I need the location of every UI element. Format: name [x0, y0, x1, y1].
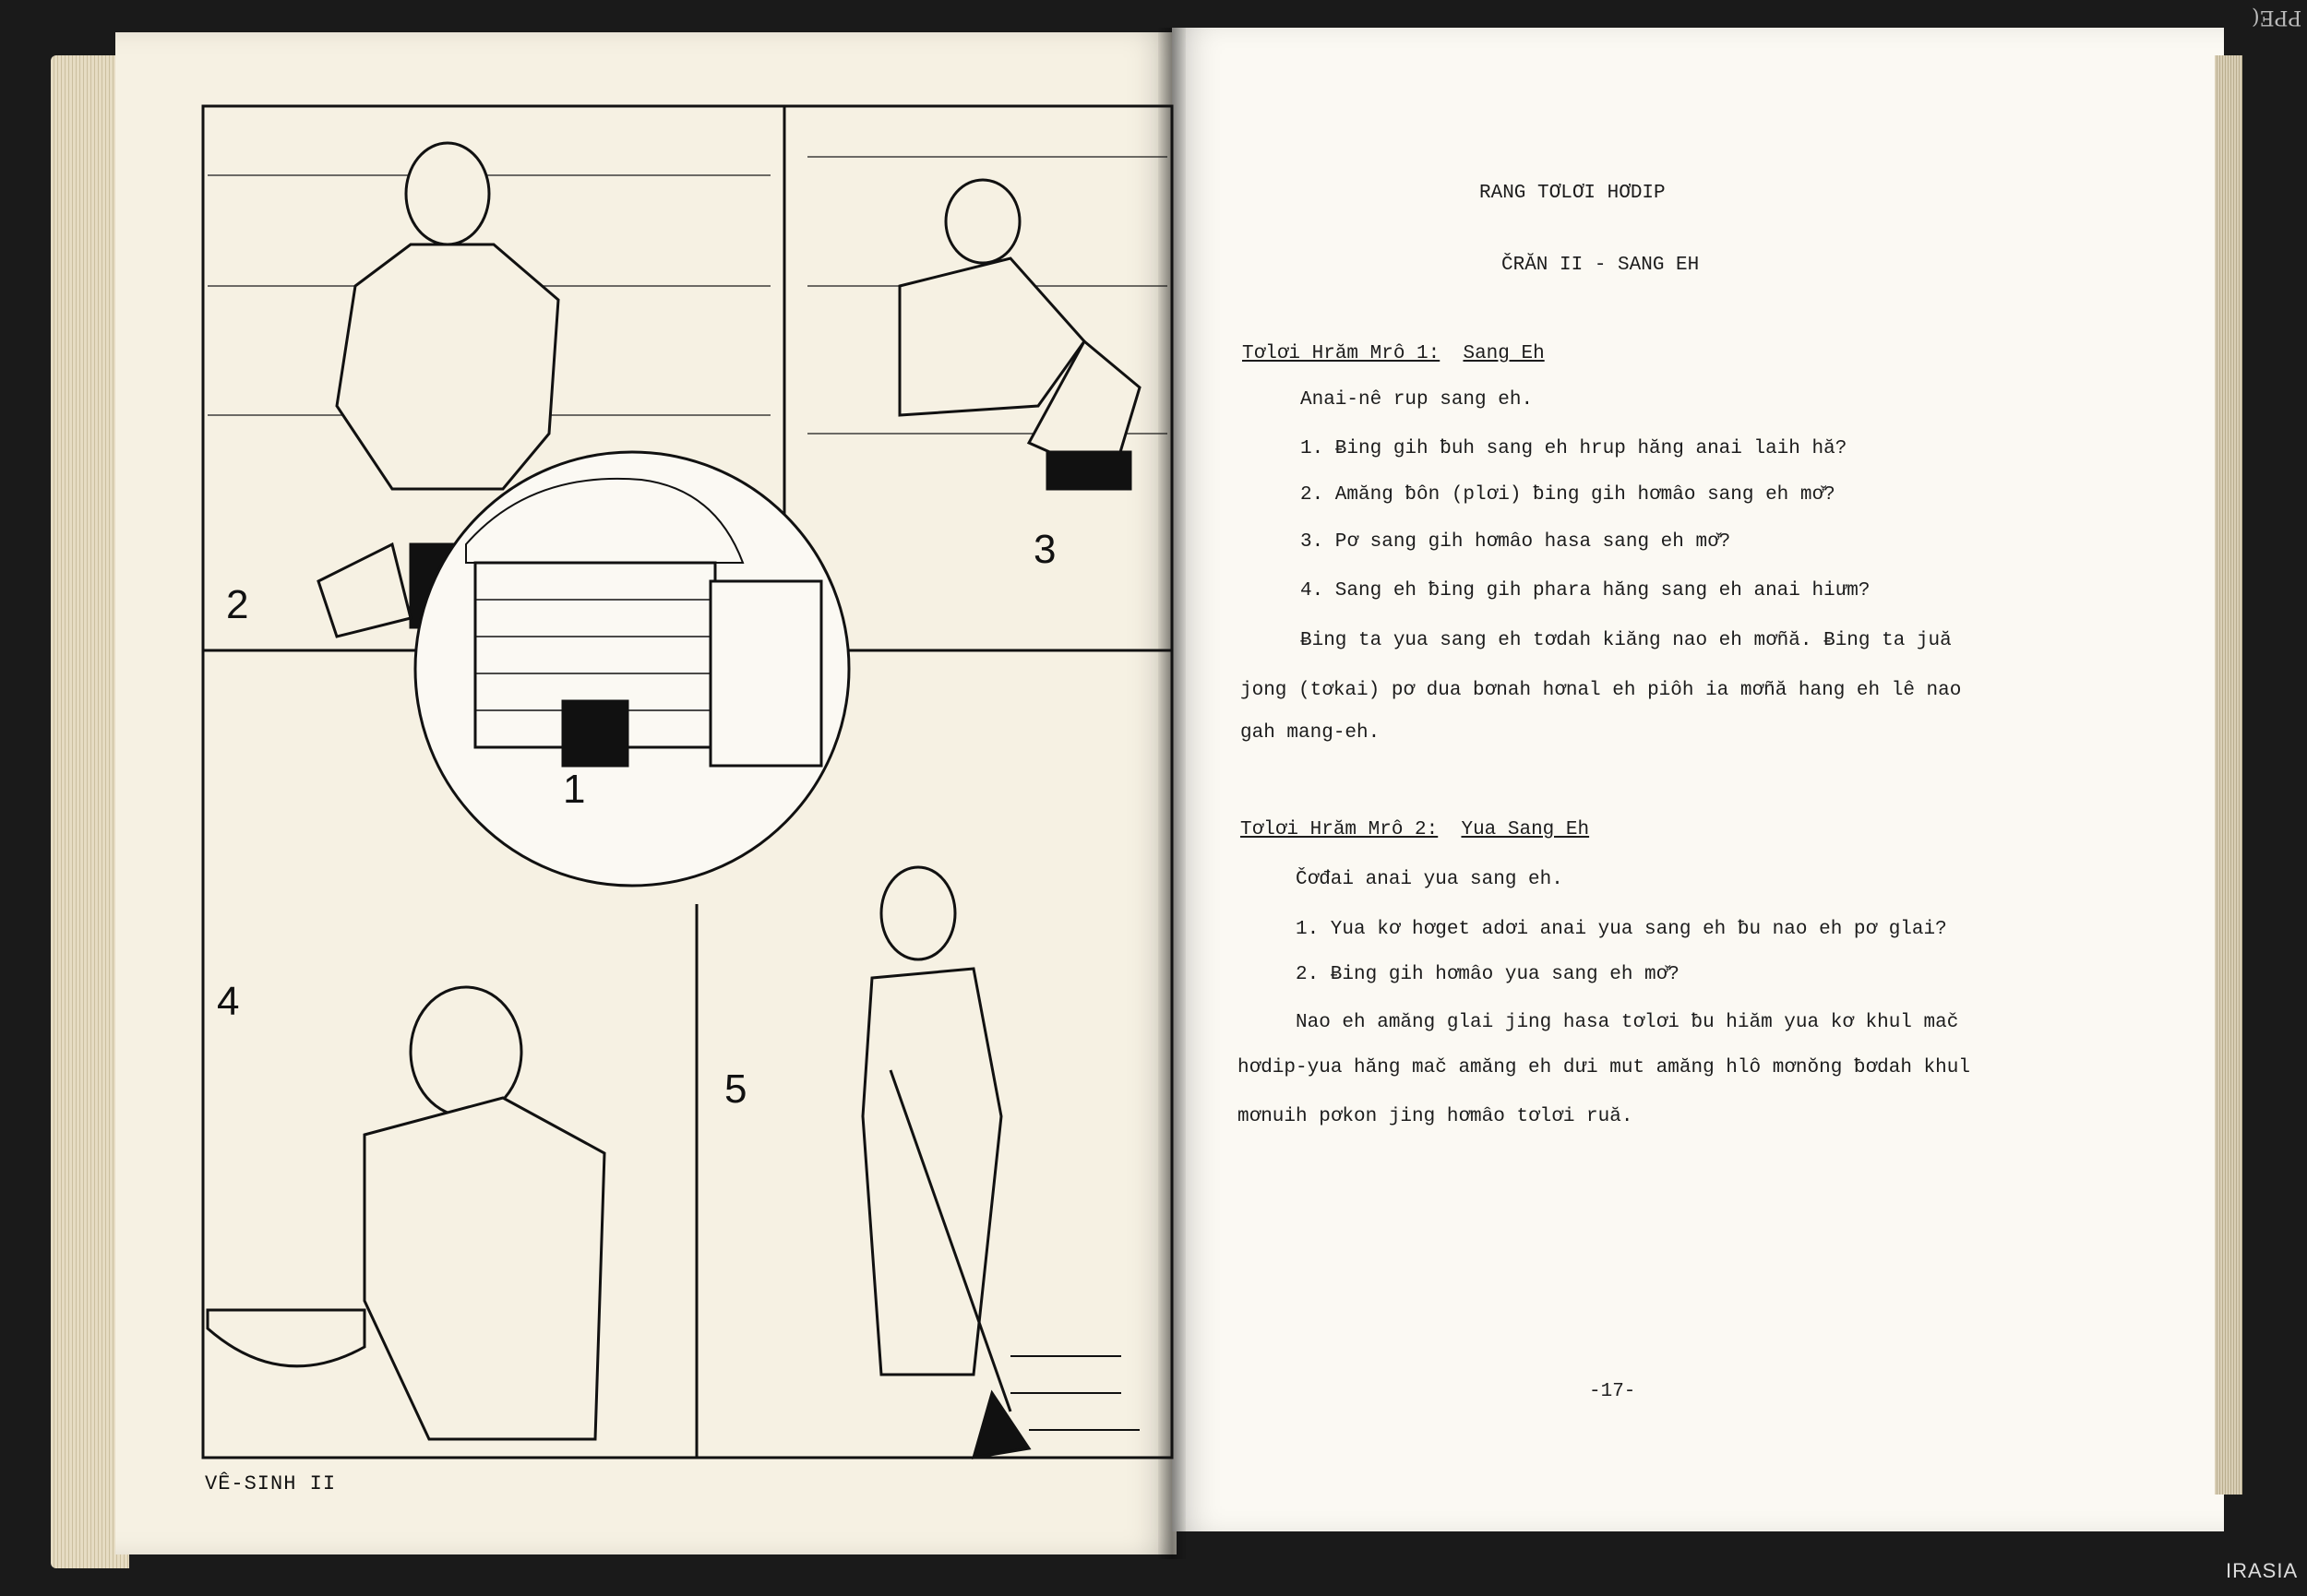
- panel-number-5: 5: [724, 1066, 747, 1112]
- corner-stamp: PPE(: [2252, 6, 2302, 29]
- section1-subject: Sang Eh: [1463, 343, 1545, 364]
- section2-intro: Čơđai anai yua sang eh.: [1296, 869, 1563, 890]
- section1-heading: Tơlơi Hrăm Mrô 1:: [1242, 343, 1440, 364]
- section2-heading: Tơlơi Hrăm Mrô 2:: [1240, 819, 1439, 840]
- right-page-stack-edge: [2215, 55, 2242, 1495]
- section2-paragraph-line: Nao eh amăng glai jing hasa tơlơi ƀu hiăm yua kơ khul mač: [1296, 1012, 1959, 1033]
- section1-paragraph-line: gah mang-eh.: [1240, 722, 1381, 744]
- panel-number-1: 1: [563, 767, 586, 812]
- archive-watermark: IRASIA: [2226, 1559, 2299, 1582]
- section1-question-3: 3. Pơ sang gih hơmâo hasa sang eh mơ̆?: [1300, 531, 1731, 553]
- section2-paragraph-line: mơnuih pơkon jing hơmâo tơlơi ruă.: [1237, 1106, 1633, 1127]
- section2-question-1: 1. Yua kơ hơget adơi anai yua sang eh ƀu nao eh pơ glai?: [1296, 919, 1947, 940]
- panel-number-3: 3: [1034, 527, 1057, 572]
- section2-question-2: 2. Ƀing gih hơmâo yua sang eh mơ̆?: [1296, 964, 1679, 985]
- section1-intro: Anai-nê rup sang eh.: [1300, 389, 1534, 411]
- hygiene-illustration: [198, 101, 1177, 1467]
- section2-subject: Yua Sang Eh: [1461, 819, 1590, 840]
- panel-number-4: 4: [217, 979, 240, 1024]
- page-header-title: RANG TƠLƠI HƠDIP: [1479, 183, 1666, 204]
- right-page: [1172, 28, 2224, 1531]
- section1-question-2: 2. Amăng ƀôn (plơi) ƀing gih hơmâo sang eh mơ̆?: [1300, 484, 1835, 506]
- panel-number-2: 2: [226, 582, 249, 627]
- section1-paragraph-line: jong (tơkai) pơ dua bơnah hơnal eh piôh ia mơñă hang eh lê nao: [1240, 680, 1962, 701]
- section1-question-4: 4. Sang eh ƀing gih phara hăng sang eh anai hiưm?: [1300, 580, 1871, 601]
- chapter-title: ČRĂN II - SANG EH: [1501, 255, 1700, 276]
- section1-question-1: 1. Ƀing gih ƀuh sang eh hrup hăng anai laih hă?: [1300, 438, 1847, 459]
- illustration-caption: VÊ-SINH II: [205, 1472, 337, 1495]
- section1-paragraph-line: Ƀing ta yua sang eh tơdah kiăng nao eh mơñă. Ƀing ta juă: [1300, 630, 1952, 651]
- section1-heading-line: [1242, 343, 1545, 364]
- page-number: -17-: [1589, 1381, 1636, 1402]
- section2-heading-line: [1240, 819, 1589, 840]
- section2-paragraph-line: hơdip-yua hăng mač amăng eh dưi mut amăng hlô mơnŏng ƀơdah khul: [1237, 1057, 1970, 1078]
